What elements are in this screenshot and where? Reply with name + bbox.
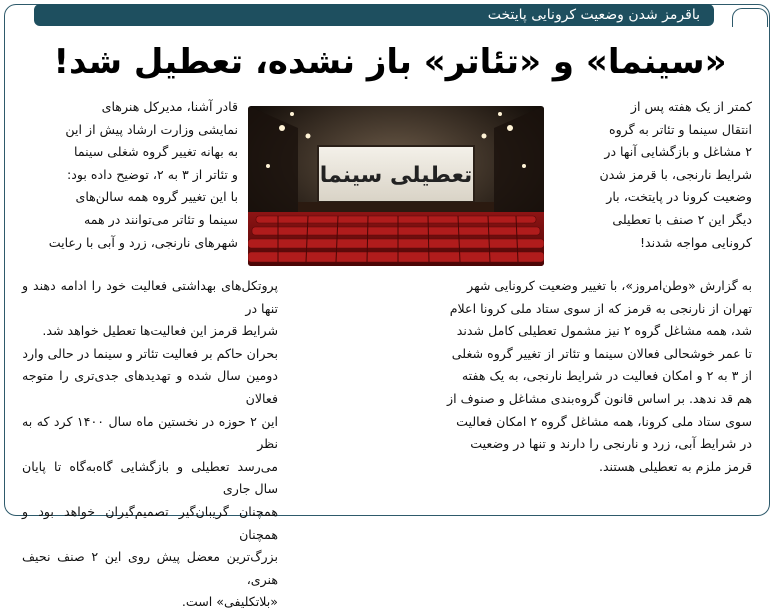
- article-line: شد، همه مشاغل گروه ۲ نیز مشمول تعطیلی کامل شدند: [456, 323, 752, 339]
- article-line: کمتر از یک هفته پس از: [630, 99, 752, 114]
- article-line: شهرهای نارنجی، زرد و آبی با رعایت: [48, 234, 238, 250]
- cinema-sign-text: تعطیلی سینما: [319, 163, 473, 188]
- article-line: از ۳ به ۲ و امکان فعالیت در شرایط نارنجی، به یک هفته: [461, 368, 752, 384]
- article-line: «بلاتکلیفی» است.: [181, 594, 278, 610]
- article-line: کرونایی مواجه شدند!: [640, 234, 752, 250]
- cinema-photo: [248, 106, 544, 266]
- article-line: شرایط قرمز این فعالیت‌ها تعطیل خواهد شد.: [42, 323, 278, 339]
- article-line: با این تغییر گروه همه سالن‌های: [75, 189, 238, 205]
- article-line: سینما و تئاتر می‌توانند در همه: [84, 211, 238, 227]
- article-line: بحران حاکم بر فعالیت تئاتر و سینما در حالی وارد: [22, 345, 278, 361]
- article-line: وضعیت کرونا در پایتخت، بار: [606, 189, 752, 205]
- article-line: و تئاتر از ۳ به ۲، توضیح داده بود:: [67, 166, 238, 182]
- article-line: پروتکل‌های بهداشتی فعالیت خود را ادامه دهند و تنها در: [22, 278, 278, 316]
- banner-tab-decoration: [732, 8, 768, 27]
- article-line: قادر آشنا، مدیرکل هنرهای: [101, 99, 238, 114]
- article-line: این ۲ حوزه در نخستین ماه سال ۱۴۰۰ کرد که به نظر: [22, 413, 278, 452]
- article-line: هم قد ندهد. بر اساس قانون گروه‌بندی مشاغل و صنوف از: [447, 390, 752, 406]
- article-line: ۲ مشاغل و بازگشایی آنها در: [604, 144, 752, 160]
- article-line: می‌رسد تعطیلی و بازگشایی گاه‌به‌گاه تا پایان سال جاری: [22, 458, 278, 497]
- article-line: تهران از نارنجی به قرمز که از سوی ستاد ملی کرونا اعلام: [449, 300, 752, 316]
- article-line: انتقال سینما و تئاتر به گروه: [608, 121, 752, 137]
- article-column-left-top: [22, 96, 238, 254]
- cinema-hall-illustration: [248, 106, 544, 266]
- article-column-right-top: [552, 96, 752, 254]
- article-line: قرمز ملزم به تعطیلی هستند.: [598, 458, 752, 474]
- article-line: دومین سال شده و تهدیدهای جدی‌تری را متوجه فعالان: [22, 368, 278, 406]
- article-line: نمایشی وزارت ارشاد پیش از این: [65, 121, 238, 137]
- article-line: همچنان گریبان‌گیر تصمیم‌گیران خواهد بود و همچنان: [22, 503, 278, 542]
- kicker-banner: باقرمز شدن وضعیت کرونایی پایتخت: [34, 4, 714, 26]
- article-line: به بهانه تغییر گروه شغلی سینما: [74, 144, 238, 160]
- article-line: دیگر این ۲ صنف با تعطیلی: [612, 211, 752, 227]
- article-column-left-bottom: [22, 275, 278, 614]
- article-line: تا عمر خوشحالی فعالان سینما و تئاتر از تغییر گروه شغلی: [451, 345, 752, 361]
- article-line: سوی ستاد ملی کرونا، همه مشاغل گروه ۲ امکان فعالیت: [456, 413, 752, 429]
- article-column-right-bottom: [290, 275, 752, 478]
- article-line: شرایط نارنجی، با قرمز شدن: [599, 166, 752, 182]
- headline: «سینما» و «تئاتر» باز نشده، تعطیل شد!: [53, 42, 727, 82]
- article-line: به گزارش «وطن‌امروز»، با تغییر وضعیت کرونایی شهر: [467, 278, 752, 293]
- article-line: بزرگ‌ترین معضل پیش روی این ۲ صنف نحیف هنری،: [22, 549, 278, 587]
- article-line: در شرایط آبی، زرد و نارنجی را دارند و تنها در وضعیت: [470, 436, 752, 452]
